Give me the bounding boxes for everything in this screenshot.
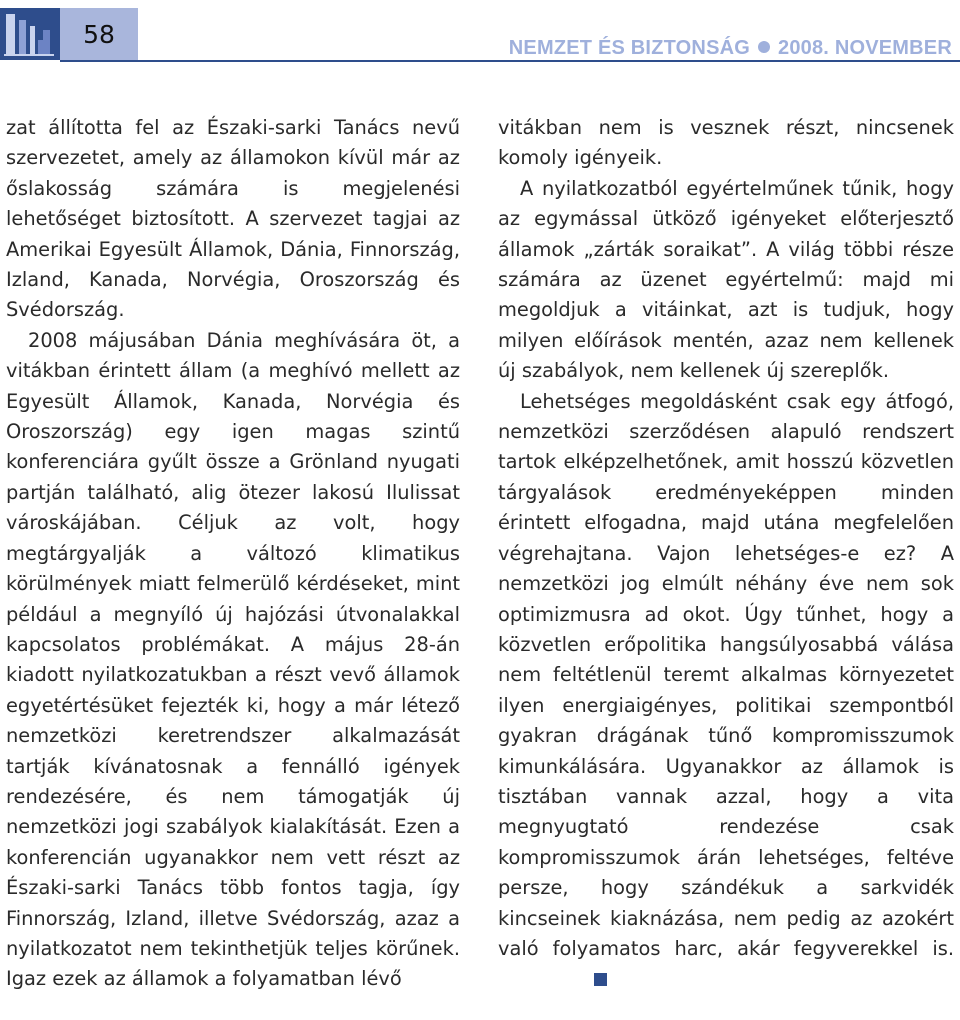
page-number: 58 (83, 20, 115, 49)
logo-mark-icon (0, 8, 60, 60)
right-paragraph-3-text: Lehetséges megoldásként csak egy átfogó, nemzetközi szerződésen alapuló rendszert tartok elképzelhetőnek, amit hosszú közvetlen tárgyalások eredményeképpen minden érintett elfogadna, majd utána megfelelően végrehajtana. Vajon lehetséges-e ez? A nemzetközi jog elmúlt néhány éve nem sok optimizmusra ad okot. Úgy tűnhet, hogy a közvetlen erőpolitika hangsúlyosabbá válása nem feltétlenül teremt alkalmas környezetet ilyen energiaigényes, politikai szempontból gyakran drágának tűnő kompromisszumok kimunkálására. Ugyanakkor az államok is tisztában vannak azzal, hogy a vita megnyugtató rendezése csak kompromisszumok árán lehetséges, feltéve persze, hogy szándékuk a sarkvidék kincseinek kiaknázása, nem pedig az azokért való folyamatos harc, akár fegyverekkel is. (498, 389, 954, 960)
right-column (498, 113, 954, 995)
publication-name: NEMZET ÉS BIZTONSÁG (508, 37, 751, 59)
right-paragraph-3 (498, 387, 954, 995)
right-paragraph-2: A nyilatkozatból egyértelműnek tűnik, hogy az egymással ütköző igényeket előterjesztő államok „zárták soraikat”. A világ többi része számára az üzenet egyértelmű: majd mi megoldjuk a vitáinkat, azt is tudjuk, hogy milyen előírások mentén, azaz nem kellenek új szabályok, nem kellenek új szereplők. (498, 176, 954, 383)
issue-date: 2008. NOVEMBER (778, 37, 952, 59)
running-header (509, 37, 952, 60)
right-paragraph-1: vitákban nem is vesznek részt, nincsenek komoly igényeik. (498, 116, 954, 170)
left-paragraph-1: zat állította fel az Északi-sarki Tanács nevű szervezetet, amely az államokon kívül már az őslakosság számára is megjelenési lehetőséget biztosított. A szervezet tagjai az Amerikai Egyesült Államok, Dánia, Finnország, Izland, Kanada, Norvégia, Oroszország és Svédország. (6, 116, 460, 322)
left-column (6, 113, 460, 995)
bullet-dot-icon (758, 41, 770, 53)
page-number-box (60, 8, 138, 60)
left-paragraph-2: 2008 májusában Dánia meghívására öt, a vitákban érintett állam (a meghívó mellett az Egyesült Államok, Kanada, Norvégia és Oroszország) egy igen magas szintű konferenciára gyűlt össze a Grönland nyugati partján található, alig ötezer lakosú Ilulissat városkájában. Céljuk az volt, hogy megtárgyalják a változó klimatikus körülmények miatt felmerülő kérdéseket, mint például a megnyíló új hajózási útvonalakkal kapcsolatos problémákat. A május 28-án kiadott nyilatkozatukban a részt vevő államok egyetértésüket fejezték ki, hogy a már létező nemzetközi keretrendszer alkalmazását tartják kívánatosnak a fennálló igények rendezésére, és nem támogatják új nemzetközi jogi szabályok kialakítását. Ezen a konferencián ugyanakkor nem vett részt az Északi-sarki Tanács több fontos tagja, így Finnország, Izland, illetve Svédország, azaz a nyilatkozatot nem tekinthetjük teljes körűnek. Igaz ezek az államok a folyamatban lévő (6, 328, 460, 991)
article-end-mark-icon (594, 973, 607, 986)
publication-logo (0, 8, 60, 60)
header-rule (60, 60, 960, 62)
